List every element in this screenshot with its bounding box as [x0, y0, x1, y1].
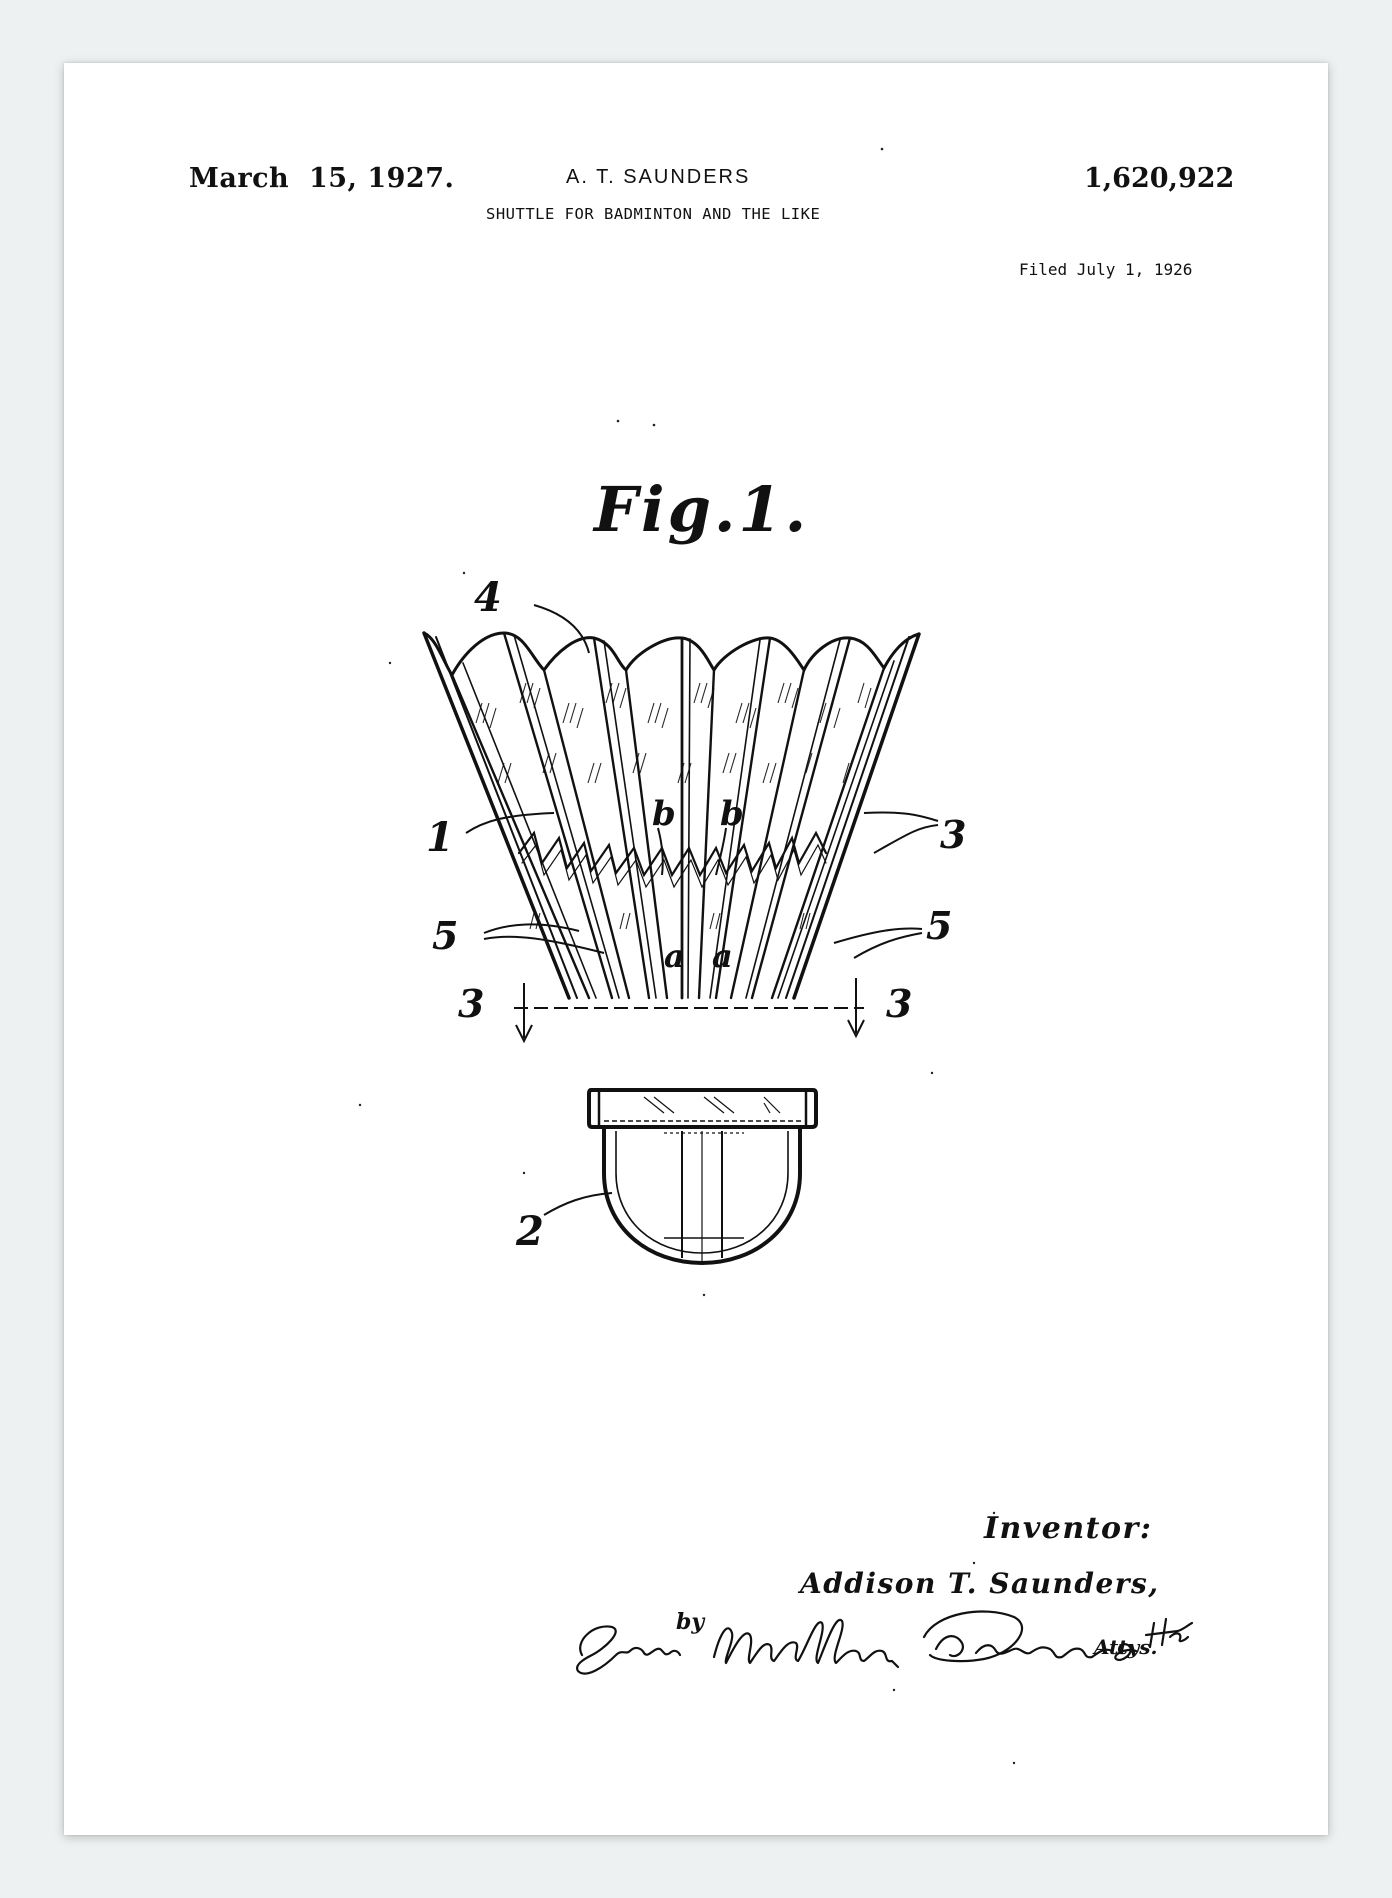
attorneys-label: Attys. — [1094, 1635, 1158, 1659]
patent-title: SHUTTLE FOR BADMINTON AND THE LIKE — [486, 205, 821, 223]
callout-5-right: 5 — [926, 903, 953, 948]
callout-a-1: a — [664, 937, 685, 975]
callout-5-left: 5 — [432, 913, 459, 958]
patent-date: March 15, 1927. — [189, 163, 455, 194]
callout-4: 4 — [474, 574, 502, 621]
inventor-name: Addison T. Saunders, — [800, 1567, 1160, 1600]
binding-band — [589, 1090, 816, 1127]
inventor-label: Inventor: — [984, 1511, 1153, 1546]
callout-3-section-right: 3 — [886, 981, 913, 1026]
callout-b-1: b — [652, 794, 676, 834]
by-label: by — [676, 1609, 705, 1635]
callout-2: 2 — [516, 1208, 544, 1255]
figure-label: Fig.1. — [594, 473, 810, 546]
callout-3-section-left: 3 — [458, 981, 485, 1026]
callout-labels — [426, 574, 966, 1255]
callout-3-right: 3 — [940, 812, 967, 857]
callout-1: 1 — [426, 814, 454, 861]
patent-sheet — [64, 63, 1328, 1835]
callout-b-2: b — [720, 794, 744, 834]
patent-number: 1,620,922 — [1084, 163, 1235, 194]
callout-a-2: a — [712, 937, 733, 975]
cork-base — [604, 1127, 800, 1263]
inventor-header: A. T. SAUNDERS — [566, 166, 751, 188]
filed-date: Filed July 1, 1926 — [1019, 260, 1193, 279]
